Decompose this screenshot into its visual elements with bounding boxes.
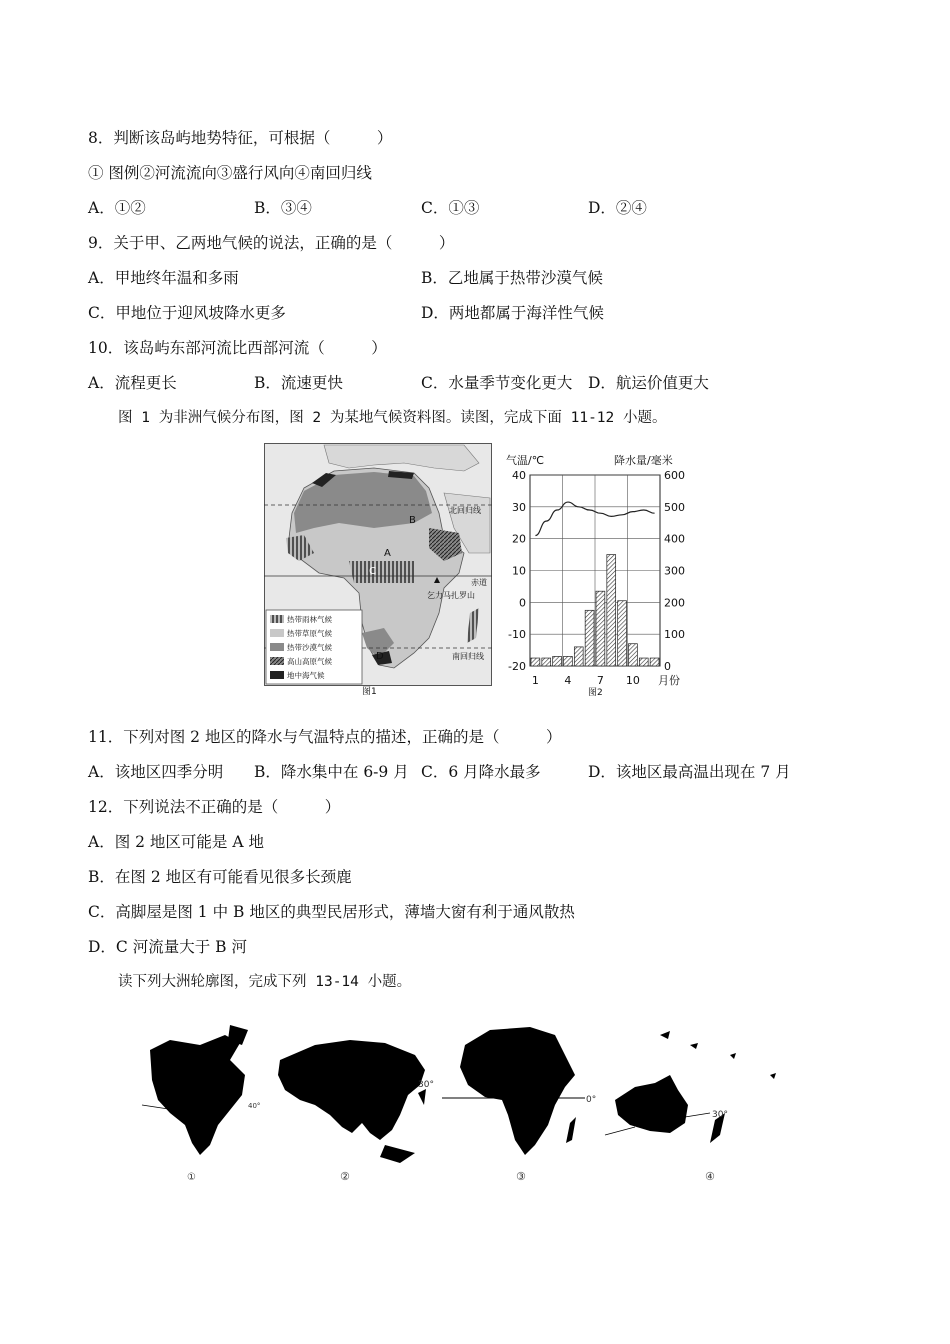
intro-11-12: 图 1 为非洲气候分布图，图 2 为某地气候资料图。读图，完成下面 11-12 小题。	[118, 410, 667, 426]
q11-option-a: A．该地区四季分明	[88, 763, 224, 781]
right-axis-title: 降水量/毫米	[614, 454, 673, 467]
map-label-d: D	[376, 651, 384, 662]
q8-stem: 8．判断该岛屿地势特征，可根据（ ）	[88, 129, 393, 147]
tropic-north-label: 北回归线	[449, 506, 481, 515]
q12-option-a: A．图 2 地区可能是 A 地	[88, 833, 264, 851]
lat-label-4: 30°	[712, 1110, 728, 1120]
tropic-south-label: 南回归线	[452, 652, 484, 661]
intro-13-14: 读下列大洲轮廓图，完成下列 13-14 小题。	[118, 974, 412, 990]
right-tick-label: 0	[664, 660, 671, 673]
africa-climate-map	[264, 443, 492, 695]
precip-bar	[596, 591, 605, 666]
q10-option-a: A．流程更长	[88, 374, 177, 392]
q12-option-b: B．在图 2 地区有可能看见很多长颈鹿	[88, 868, 352, 886]
left-tick-label: 30	[512, 500, 526, 514]
precip-bar	[618, 601, 627, 666]
lat-label-1: 40°	[248, 1102, 261, 1110]
continent-label-2: ②	[340, 1170, 350, 1183]
month-axis-label: 月份	[658, 674, 680, 687]
left-tick-label: -20	[508, 660, 526, 673]
continent-north-america	[142, 1025, 260, 1183]
month-tick-label: 7	[596, 674, 604, 687]
q8-option-b: B．③④	[254, 199, 312, 217]
left-axis-title: 气温/℃	[506, 454, 545, 467]
q11-option-b: B．降水集中在 6-9 月	[254, 763, 409, 781]
legend-swatch-savanna	[270, 629, 284, 637]
month-tick-label: 4	[564, 674, 572, 687]
precip-bar	[639, 658, 648, 666]
q8-option-d: D．②④	[588, 199, 647, 217]
right-tick-label: 600	[664, 469, 685, 482]
q8-sub: ① 图例②河流流向③盛行风向④南回归线	[88, 164, 372, 182]
continent-africa	[442, 1027, 596, 1183]
right-tick-label: 400	[664, 532, 685, 546]
month-tick-label: 1	[531, 674, 539, 687]
right-tick-label: 300	[664, 564, 685, 578]
q9-option-a: A．甲地终年温和多雨	[88, 269, 239, 287]
q10-option-b: B．流速更快	[254, 374, 343, 392]
continent-asia	[278, 1040, 434, 1183]
continent-label-4: ④	[705, 1170, 715, 1183]
left-tick-label: 20	[512, 532, 526, 546]
map-label-b: B	[409, 515, 416, 526]
q10-option-c: C．水量季节变化更大	[421, 374, 573, 392]
precip-bar	[531, 658, 540, 666]
precip-bar	[607, 555, 616, 666]
lat-label-3: 0°	[586, 1095, 597, 1105]
legend-label-rainforest: 热带雨林气候	[287, 615, 332, 624]
fig1-caption: 图1	[362, 687, 377, 695]
right-tick-label: 100	[664, 628, 685, 642]
left-tick-label: 10	[512, 564, 526, 578]
q8-option-c: C．①③	[421, 199, 480, 217]
legend-label-mediterranean: 地中海气候	[287, 671, 325, 680]
left-tick-label: 0	[519, 596, 526, 610]
right-tick-label: 200	[664, 596, 685, 610]
q10-stem: 10．该岛屿东部河流比西部河流（ ）	[88, 339, 387, 357]
q9-option-c: C．甲地位于迎风坡降水更多	[88, 304, 286, 322]
legend-label-highland: 高山高原气候	[287, 657, 332, 666]
continent-label-1: ①	[187, 1172, 196, 1183]
legend-swatch-rainforest	[270, 615, 284, 623]
map-label-a: A	[384, 548, 391, 559]
legend-swatch-highland	[270, 657, 284, 665]
precip-bar	[574, 647, 583, 666]
precip-bar	[650, 658, 659, 666]
q12-option-c: C．高脚屋是图 1 中 B 地区的典型民居形式，薄墙大窗有利于通风散热	[88, 903, 575, 921]
q11-option-c: C．6 月降水最多	[421, 763, 541, 781]
legend-swatch-mediterranean	[270, 671, 284, 679]
precip-bar	[585, 610, 594, 666]
precip-bar	[553, 656, 562, 666]
continent-label-3: ③	[516, 1170, 526, 1183]
q10-option-d: D．航运价值更大	[588, 374, 709, 392]
right-tick-label: 500	[664, 500, 685, 514]
left-tick-label: -10	[508, 628, 526, 642]
q12-option-d: D．C 河流量大于 B 河	[88, 938, 247, 956]
lat-label-2: 30°	[418, 1080, 434, 1090]
fig2-caption: 图2	[588, 688, 603, 698]
q11-stem: 11．下列对图 2 地区的降水与气温特点的描述，正确的是（ ）	[88, 728, 562, 746]
q9-option-b: B．乙地属于热带沙漠气候	[421, 269, 603, 287]
legend-label-savanna: 热带草原气候	[287, 629, 332, 638]
q8-option-a: A．①②	[88, 199, 146, 217]
q9-option-d: D．两地都属于海洋性气候	[421, 304, 604, 322]
month-tick-label: 10	[625, 674, 640, 687]
continent-outlines	[130, 1005, 840, 1195]
q11-option-d: D．该地区最高温出现在 7 月	[588, 763, 791, 781]
precip-bar	[629, 644, 638, 666]
q9-stem: 9．关于甲、乙两地气候的说法，正确的是（ ）	[88, 234, 455, 252]
equator-label: 赤道	[471, 578, 487, 587]
legend-label-desert: 热带沙漠气候	[287, 643, 332, 652]
precip-bar	[542, 658, 551, 666]
q12-stem: 12．下列说法不正确的是（ ）	[88, 798, 341, 816]
precip-bar	[564, 656, 573, 666]
map-label-c: C	[369, 566, 376, 577]
rainforest-central	[349, 561, 414, 583]
continent-australia	[605, 1031, 776, 1183]
left-tick-label: 40	[512, 469, 526, 482]
climate-chart	[500, 448, 700, 698]
mountain-label: 乞力马扎罗山	[427, 591, 475, 600]
legend-swatch-desert	[270, 643, 284, 651]
